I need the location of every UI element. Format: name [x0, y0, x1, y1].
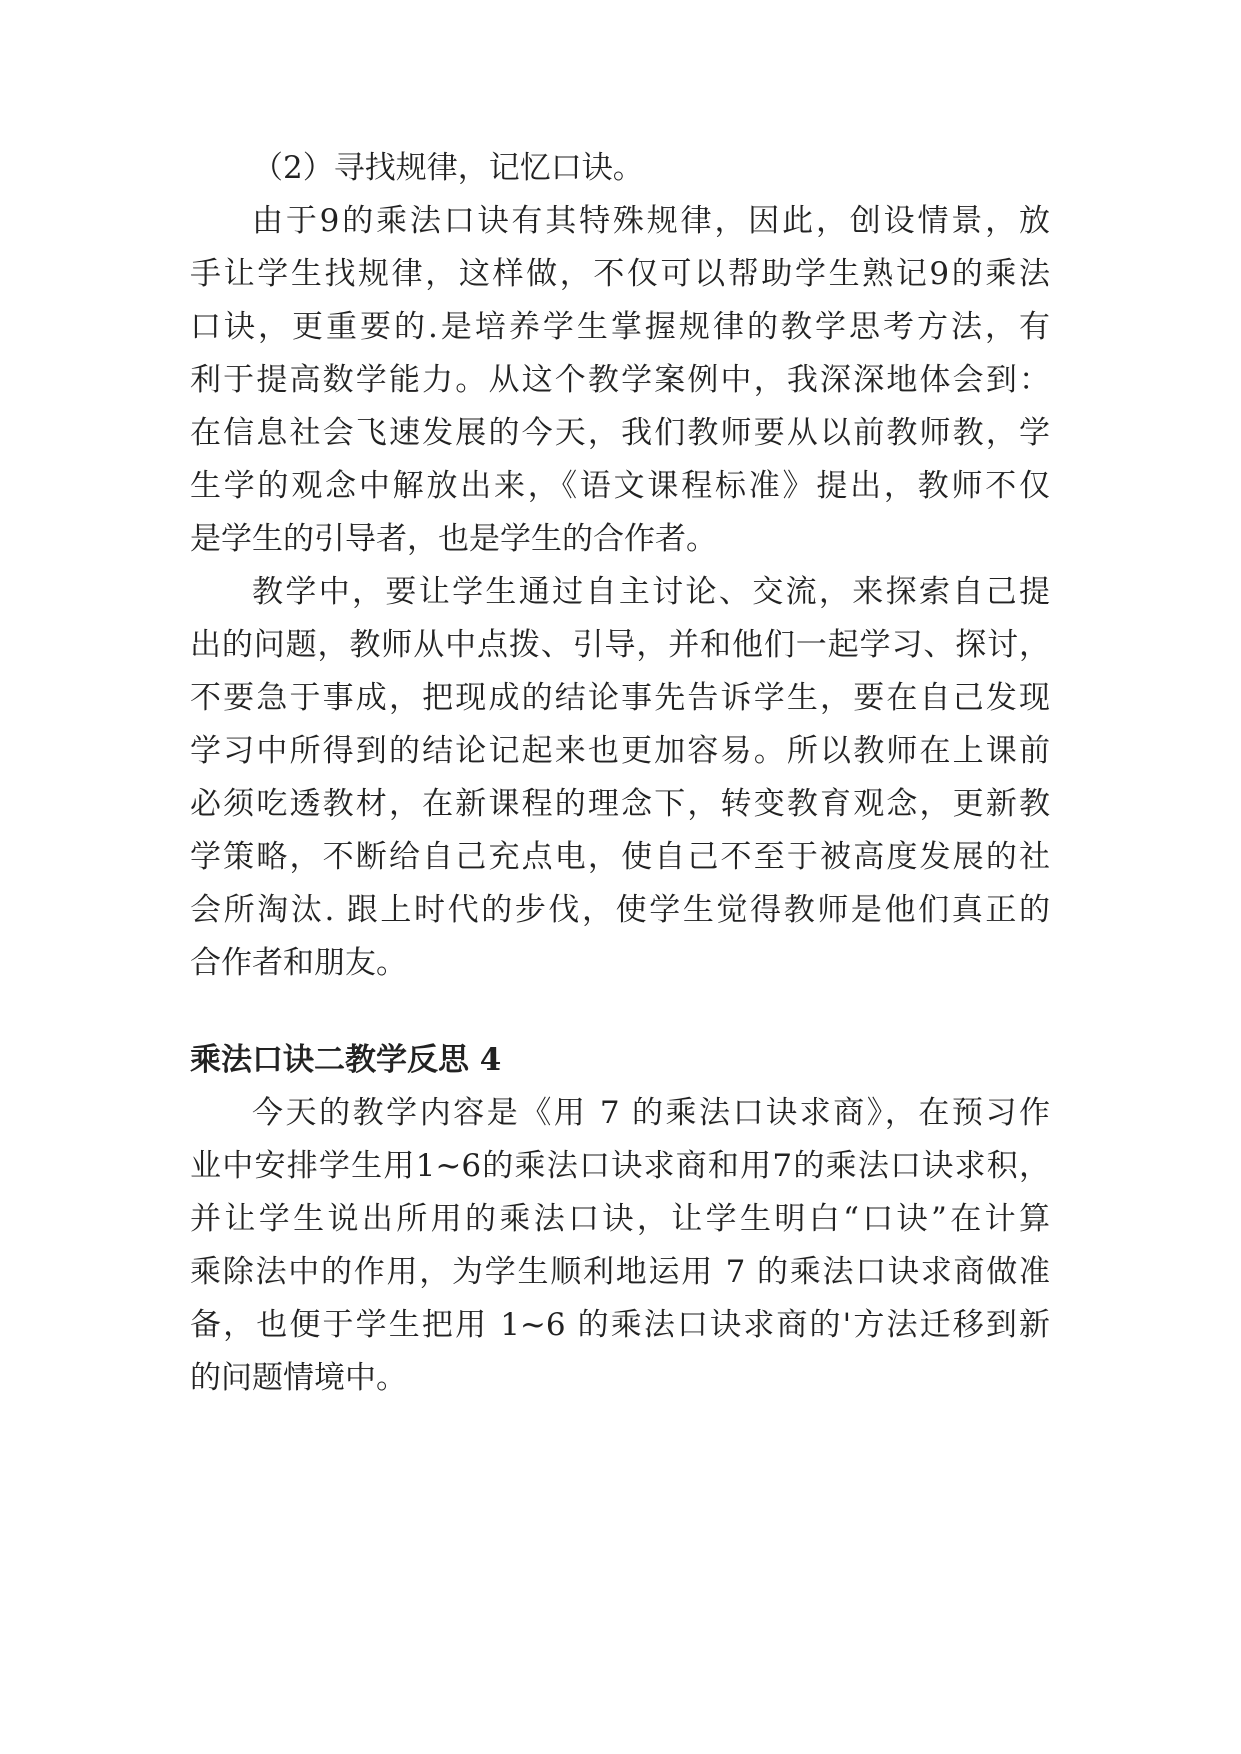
paragraph-line: 的问题情境中。	[190, 1360, 407, 1396]
paragraph-line: 必须吃透教材，在新课程的理念下，转变教育观念，更新教	[190, 786, 1050, 822]
section-title: 乘法口诀二教学反思 4	[190, 1042, 502, 1078]
paragraph-line: 由于9的乘法口诀有其特殊规律，因此，创设情景，放	[252, 203, 1050, 239]
paragraph-line: 口诀，更重要的.是培养学生掌握规律的教学思考方法，有	[190, 309, 1050, 345]
paragraph-line: 是学生的引导者，也是学生的合作者。	[190, 521, 717, 557]
paragraph-line: 合作者和朋友。	[190, 945, 407, 981]
paragraph-line: 不要急于事成，把现成的结论事先告诉学生，要在自己发现	[190, 680, 1050, 716]
paragraph-line: 教学中，要让学生通过自主讨论、交流，来探索自己提	[252, 574, 1050, 610]
paragraph-line: 在信息社会飞速发展的今天，我们教师要从以前教师教，学	[190, 415, 1050, 451]
paragraph-line: 今天的教学内容是《用 7 的乘法口诀求商》，在预习作	[252, 1095, 1050, 1131]
paragraph-line: 备，也便于学生把用 1~6 的乘法口诀求商的'方法迁移到新	[190, 1307, 1050, 1343]
paragraph-line: 乘除法中的作用，为学生顺利地运用 7 的乘法口诀求商做准	[190, 1254, 1050, 1290]
paragraph-line: 业中安排学生用1~6的乘法口诀求商和用7的乘法口诀求积，	[190, 1148, 1050, 1184]
paragraph-line: 出的问题，教师从中点拨、引导，并和他们一起学习、探讨，	[190, 627, 1050, 663]
paragraph-line: 会所淘汰. 跟上时代的步伐，使学生觉得教师是他们真正的	[190, 892, 1050, 928]
paragraph-line: 生学的观念中解放出来，《语文课程标准》提出，教师不仅	[190, 468, 1050, 504]
paragraph-line: 学策略，不断给自己充点电，使自己不至于被高度发展的社	[190, 839, 1050, 875]
paragraph-line: 学习中所得到的结论记起来也更加容易。所以教师在上课前	[190, 733, 1050, 769]
paragraph-line: 利于提高数学能力。从这个教学案例中，我深深地体会到：	[190, 362, 1050, 398]
paragraph-line: 手让学生找规律，这样做，不仅可以帮助学生熟记9的乘法	[190, 256, 1050, 292]
subheading: （2）寻找规律，记忆口诀。	[252, 150, 644, 186]
paragraph-line: 并让学生说出所用的乘法口诀，让学生明白“口诀”在计算	[190, 1201, 1050, 1237]
